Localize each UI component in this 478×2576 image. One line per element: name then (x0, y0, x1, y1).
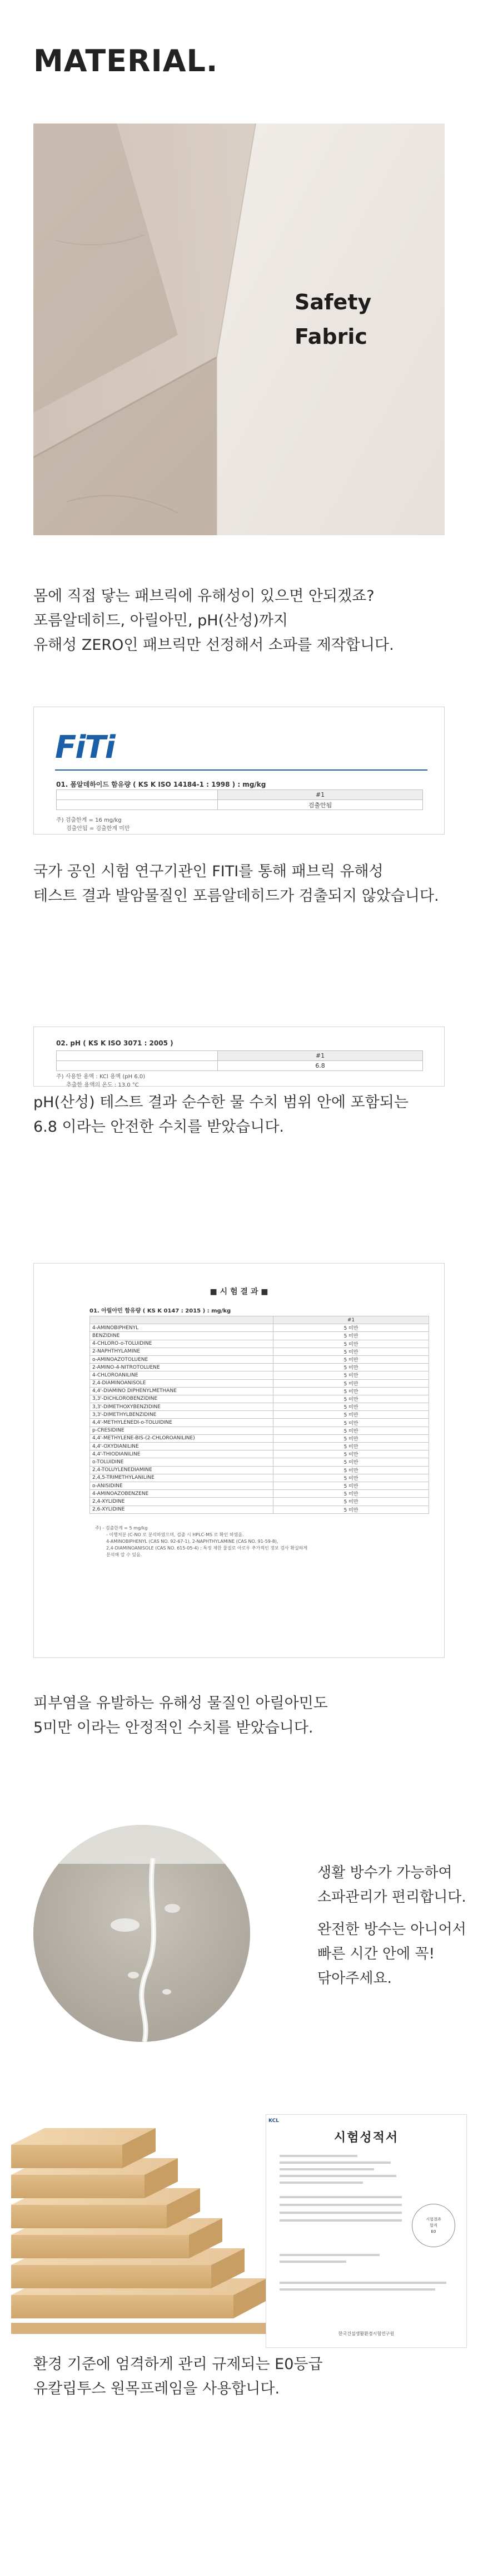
arylamine-report (33, 1263, 445, 1658)
substance-name: o-TOLUIDINE (90, 1458, 273, 1466)
substance-name: o-AMINOAZOTOLUENE (90, 1355, 273, 1363)
substance-value: 5 미만 (273, 1340, 429, 1348)
substance-value: 5 미만 (273, 1490, 429, 1498)
para5-line1: 환경 기준에 엄격하게 관리 규제되는 E0등급 (33, 2356, 323, 2373)
substance-name: 3,3'-DIMETHOXYBENZIDINE (90, 1403, 273, 1411)
water-line2: 소파관리가 편리합니다. (317, 1889, 466, 1906)
cert-text-line (280, 2155, 357, 2157)
table-cell-blank (57, 800, 218, 810)
water-line4: 빠른 시간 안에 꼭! (317, 1946, 435, 1962)
table-row (90, 1348, 429, 1355)
table-col-header: #1 (218, 1051, 423, 1061)
substance-name: 2,6-XYLIDINE (90, 1506, 273, 1513)
substance-name: p-CRESIDINE (90, 1427, 273, 1434)
substance-name: 4,4'-DIAMINO DIPHENYLMETHANE (90, 1387, 273, 1395)
substance-value: 5 미만 (273, 1395, 429, 1403)
report2-title: 02. pH ( KS K ISO 3071 : 2005 ) (56, 1039, 173, 1047)
para3-line1: pH(산성) 테스트 결과 순수한 물 수치 범위 안에 포함되는 (33, 1094, 409, 1111)
intro-line1: 몸에 직접 닿는 패브릭에 유해성이 있으면 안되겠죠? (33, 588, 375, 605)
wood-frame-image (11, 2111, 267, 2334)
cert-title: 시험성적서 (333, 2131, 399, 2145)
table-row (57, 790, 423, 800)
substance-value: 5 미만 (273, 1419, 429, 1427)
report3-notes (95, 1525, 406, 1558)
table-row (90, 1498, 429, 1506)
table-row (90, 1324, 429, 1332)
report2-note1: 주) 사용한 용액 : KCl 용액 (pH 6.0) (56, 1074, 146, 1080)
substance-name: 3,3'-DICHLOROBENZIDINE (90, 1395, 273, 1403)
substance-value: 5 미만 (273, 1434, 429, 1442)
table-row (90, 1340, 429, 1348)
table-cell-blank (90, 1316, 273, 1324)
substance-value: 5 미만 (273, 1364, 429, 1371)
intro-line3: 유해성 ZERO인 패브릭만 선정해서 소파를 제작합니다. (33, 636, 394, 654)
water-drop-image (33, 1825, 250, 2042)
table-row (90, 1332, 429, 1340)
substance-value: 5 미만 (273, 1332, 429, 1340)
test-certificate-image (266, 2114, 467, 2348)
table-row (90, 1466, 429, 1474)
water-text-1 (317, 1861, 466, 1909)
substance-value: 5 미만 (273, 1324, 429, 1332)
substance-value: 5 미만 (273, 1458, 429, 1466)
substance-value: 5 미만 (273, 1474, 429, 1482)
report1-table (56, 789, 423, 810)
cert-text-line (280, 2168, 374, 2170)
table-row (90, 1443, 429, 1450)
table-row (90, 1355, 429, 1363)
report3-note5: 분석해 알 수 있음. (106, 1552, 142, 1557)
report2-note2: 추출한 용액의 온도 : 13.0 °C (66, 1082, 139, 1088)
substance-name: 2-AMINO-4-NITROTOLUENE (90, 1364, 273, 1371)
para4-line2: 5미만 이라는 안정적인 수치를 받았습니다. (33, 1719, 313, 1736)
para2-line1: 국가 공인 시험 연구기관인 FITI를 통해 패브릭 유해성 (33, 863, 384, 880)
substance-value: 5 미만 (273, 1498, 429, 1506)
divider (55, 769, 427, 771)
table-row (90, 1482, 429, 1489)
cert-text-line (280, 2212, 402, 2214)
para3-line2: 6.8 이라는 안전한 수치를 받았습니다. (33, 1118, 284, 1136)
table-row (90, 1450, 429, 1458)
report3-title: 01. 아릴아민 함유량 ( KS K 0147 : 2015 ) : mg/kg (89, 1308, 231, 1314)
substance-name: 4-CHLORO-o-TOLUIDINE (90, 1340, 273, 1348)
substance-value: 5 미만 (273, 1387, 429, 1395)
table-row (90, 1474, 429, 1482)
cert-text-line (280, 2162, 391, 2164)
table-row (90, 1364, 429, 1371)
substance-name: 4,4'-OXYDIANILINE (90, 1443, 273, 1450)
substance-name: 2,4,5-TRIMETHYLANILINE (90, 1474, 273, 1482)
substance-name: 4-AMINOAZOBENZENE (90, 1490, 273, 1498)
report3-note2: - 이행처분 (C-NO 로 분석하였으며, 검출 시 HPLC-MS 로 확인 하였음. (106, 1532, 244, 1537)
intro-line2: 포름알데히드, 아릴아민, pH(산성)까지 (33, 612, 288, 629)
table-row (90, 1506, 429, 1513)
arylamine-result-text (33, 1691, 328, 1740)
substance-value: 5 미만 (273, 1411, 429, 1419)
report3-note1: 주) - 검출한계 = 5 mg/kg (95, 1526, 148, 1531)
cert-brand: KCL (268, 2118, 279, 2124)
substance-name: 2-NAPHTHYLAMINE (90, 1348, 273, 1355)
table-row (90, 1387, 429, 1395)
table-row (90, 1419, 429, 1427)
cert-seal-line1: 합격 (430, 2223, 437, 2228)
table-row (90, 1490, 429, 1498)
hero-label-line2: Fabric (295, 324, 367, 349)
water-line5: 닦아주세요. (317, 1970, 392, 1987)
substance-value: 5 미만 (273, 1506, 429, 1513)
cert-text-line (280, 2175, 396, 2177)
cert-text-line (280, 2288, 435, 2291)
table-row (90, 1371, 429, 1379)
table-cell-blank (57, 1051, 218, 1061)
fabric-texture (33, 124, 445, 535)
cert-text-line (280, 2196, 402, 2198)
substance-name: 4,4'-THIODIANILINE (90, 1450, 273, 1458)
substance-name: 4,4'-METHYLENEDI-o-TOLUIDINE (90, 1419, 273, 1427)
table-row (90, 1458, 429, 1466)
report3-note3: 4-AMINOBIPHENYL (CAS NO. 92-67-1), 2-NAPHTHYLAMINE (CAS NO. 91-59-8), (106, 1539, 278, 1544)
cert-text-line (280, 2219, 402, 2222)
substance-name: 2,4-DIAMINOANISOLE (90, 1379, 273, 1387)
report3-table (89, 1316, 429, 1514)
cert-text-line (280, 2204, 402, 2206)
table-row (90, 1395, 429, 1403)
table-row (90, 1379, 429, 1387)
cert-seal-text (412, 2217, 455, 2235)
plank-stack (11, 2128, 267, 2334)
report2-notes (56, 1073, 145, 1089)
formaldehyde-report (33, 707, 445, 835)
para5-line2: 유칼립투스 원목프레임을 사용합니다. (33, 2380, 280, 2397)
para2-line2: 테스트 결과 발암물질인 포름알데히드가 검출되지 않았습니다. (33, 887, 439, 905)
fiti-logo: FiTi (55, 729, 114, 766)
table-row (90, 1316, 429, 1324)
report1-note1: 주) 검출한계 = 16 mg/kg (56, 817, 122, 823)
substance-name: 3,3'-DIMETHYLBENZIDINE (90, 1411, 273, 1419)
report3-heading: ■ 시 험 결 과 ■ (210, 1287, 268, 1296)
ph-report (33, 1027, 445, 1087)
report1-title: 01. 폼알데하이드 함유량 ( KS K ISO 14184-1 : 1998 ) : mg/kg (56, 781, 266, 788)
water-line3: 완전한 방수는 아니어서 (317, 1921, 466, 1938)
safety-fabric-label (295, 285, 371, 354)
table-cell-value: 검출안됨 (218, 800, 423, 810)
report2-table (56, 1050, 423, 1071)
substance-value: 5 미만 (273, 1348, 429, 1355)
page-title: MATERIAL. (33, 43, 218, 78)
table-cell-blank (57, 790, 218, 800)
cert-text-line (280, 2261, 346, 2263)
cert-footer: 한국건설생활환경시험연구원 (338, 2331, 395, 2336)
table-row (90, 1427, 429, 1434)
fiti-result-text (33, 860, 439, 909)
cert-text-line (280, 2282, 446, 2284)
substance-name: 2,4-XYLIDINE (90, 1498, 273, 1506)
substance-value: 5 미만 (273, 1443, 429, 1450)
substance-value: 5 미만 (273, 1427, 429, 1434)
ph-result-text (33, 1090, 409, 1139)
substance-name: BENZIDINE (90, 1332, 273, 1340)
report1-note2: 검출안됨 = 검출한계 미만 (66, 826, 130, 832)
substance-name: 4-CHLOROANILINE (90, 1371, 273, 1379)
table-row (57, 800, 423, 810)
substance-value: 5 미만 (273, 1355, 429, 1363)
intro-text (33, 584, 394, 658)
table-col-header: #1 (273, 1316, 429, 1324)
table-row (90, 1434, 429, 1442)
substance-value: 5 미만 (273, 1482, 429, 1489)
table-row (90, 1403, 429, 1411)
cert-seal-line2: E0 (431, 2229, 436, 2234)
cert-text-line (280, 2254, 380, 2256)
hero-label-line1: Safety (295, 290, 372, 314)
table-row (90, 1411, 429, 1419)
table-col-header: #1 (218, 790, 423, 800)
cert-text-line (280, 2182, 363, 2184)
report3-note4: 2,4-DIAMINOANISOLE (CAS NO. 615-05-4) : 특정 제한 물질로 아로우 추가적인 정보 검사 확실하게 (106, 1546, 308, 1551)
substance-value: 5 미만 (273, 1379, 429, 1387)
cert-seal-title: 시험결과 (426, 2217, 441, 2222)
substance-value: 5 미만 (273, 1403, 429, 1411)
wood-text (33, 2352, 323, 2401)
table-row (57, 1061, 423, 1071)
table-cell-blank (57, 1061, 218, 1071)
substance-name: o-ANISIDINE (90, 1482, 273, 1489)
report1-notes (56, 816, 130, 833)
substance-name: 4,4'-METHYLENE-BIS-(2-CHLOROANILINE) (90, 1434, 273, 1442)
water-line1: 생활 방수가 가능하여 (317, 1864, 452, 1881)
para4-line1: 피부염을 유발하는 유해성 물질인 아릴아민도 (33, 1695, 328, 1712)
fabric-hero-image (33, 124, 445, 535)
substance-value: 5 미만 (273, 1466, 429, 1474)
table-row (57, 1051, 423, 1061)
substance-value: 5 미만 (273, 1450, 429, 1458)
table-cell-value: 6.8 (218, 1061, 423, 1071)
cert-result-seal (412, 2204, 455, 2247)
substance-value: 5 미만 (273, 1371, 429, 1379)
water-drop-illustration (33, 1825, 250, 2042)
water-text-2 (317, 1917, 466, 1991)
substance-name: 2,4-TOLUYLENEDIAMINE (90, 1466, 273, 1474)
substance-name: 4-AMINOBIPHENYL (90, 1324, 273, 1332)
